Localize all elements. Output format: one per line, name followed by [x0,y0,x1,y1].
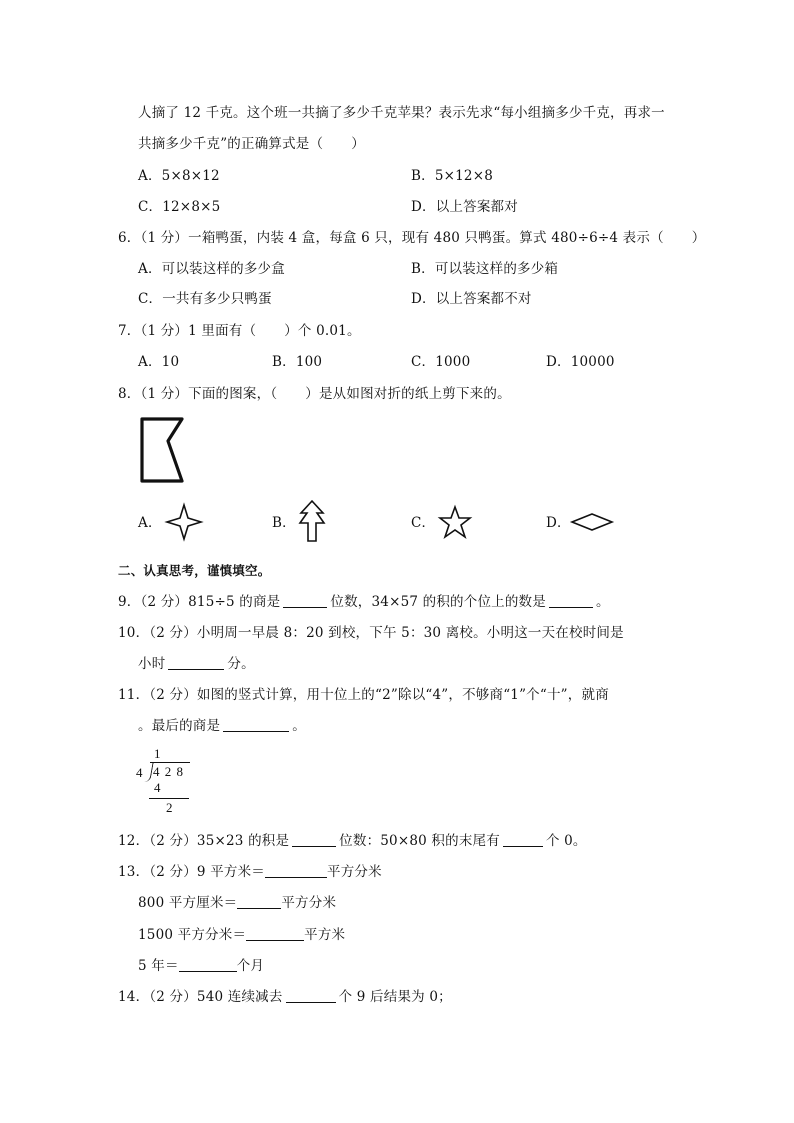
q13-text-3b: 平方米 [304,927,346,943]
q8-stem-text: 8．（1 分）下面的图案，（ [118,386,278,402]
q5-line1: 人摘了 12 千克。这个班一共摘了多少千克苹果？表示先求“每小组摘多少千克，再求一 [138,105,665,121]
q6-stem [118,229,705,247]
q9-blank-2[interactable] [549,593,593,608]
q5-line2 [138,135,365,153]
q7-option-a[interactable]: A．10 [138,354,180,370]
q13-text-1a: 13．（2 分）9 平方米＝ [118,864,265,880]
division-bar [150,762,190,763]
q7-stem-tail: ）个 0.01。 [284,323,361,339]
q12-text-b: 位数：50×80 积的末尾有 [339,833,500,849]
q9-stem [118,593,610,611]
q9-text-b: 位数，34×57 的积的个位上的数是 [330,594,546,610]
q5-option-c[interactable]: C．12×8×5 [138,199,221,215]
q12-blank-2[interactable] [503,832,543,847]
q7-stem-text: 7．（1 分）1 里面有（ [118,323,257,339]
q8-stem [118,385,511,403]
division-quotient: 1 [154,746,161,761]
folded-paper-figure [138,415,190,487]
q12-blank-1[interactable] [292,832,336,847]
q14-blank[interactable] [286,988,336,1003]
q5-line2-close: ） [351,136,365,152]
q12-text-a: 12．（2 分）35×23 的积是 [118,833,290,849]
q13-blank-3[interactable] [246,926,304,941]
q11-text-a: 。最后的商是 [138,718,221,734]
q11-blank[interactable] [223,717,289,732]
q8-option-c[interactable]: C． [411,515,436,531]
q10-blank[interactable] [168,655,224,670]
q9-text-a: 9．（2 分）815÷5 的商是 [118,594,281,610]
tree-arrow-shape[interactable] [297,499,327,543]
q8-option-a[interactable]: A． [138,515,162,531]
q6-stem-text: 6．（1 分）一箱鸭蛋，内装 4 盒，每盒 6 只，现有 480 只鸭蛋。算式 480÷6÷4 表示（ [118,230,664,246]
q6-option-a[interactable]: A．可以装这样的多少盒 [138,261,285,277]
q13-text-2b: 平方分米 [281,895,337,911]
q13-text-2a: 800 平方厘米＝ [138,895,238,911]
q9-text-c: 。 [595,594,610,610]
section-2-heading: 二、认真思考，谨慎填空。 [118,563,271,578]
q13-text-3a: 1500 平方分米＝ [138,927,247,943]
q13-blank-4[interactable] [179,957,237,972]
q7-option-d[interactable]: D．10000 [546,354,615,370]
q13-blank-2[interactable] [237,894,281,909]
q5-option-a[interactable]: A．5×8×12 [138,168,220,184]
q13-text-4b: 个月 [236,958,265,974]
q6-option-d[interactable]: D．以上答案都不对 [411,291,532,307]
q13-text-1b: 平方分米 [327,864,382,880]
q10-text-b: 分。 [227,656,255,672]
q11-line1: 11．（2 分）如图的竖式计算，用十位上的“2”除以“4”，不够商“1”个“十”，就商 [118,687,609,703]
q5-option-b[interactable]: B．5×12×8 [411,168,494,184]
five-point-star-shape[interactable] [438,505,472,539]
division-rule [149,798,189,799]
q7-option-b[interactable]: B．100 [272,354,323,370]
rhombus-shape[interactable] [570,512,614,532]
q14-stem [118,988,452,1006]
long-division-figure [134,746,198,818]
q10-text-a: 小时 [138,656,166,672]
q8-option-b[interactable]: B． [272,515,296,531]
division-remainder: 2 [166,800,173,815]
q14-text-a: 14．（2 分）540 连续减去 [118,989,283,1005]
q8-option-d[interactable]: D． [546,515,571,531]
q6-option-b[interactable]: B．可以装这样的多少箱 [411,261,559,277]
q13-line1 [118,863,382,881]
q11-text-b: 。 [292,718,306,734]
q12-stem [118,832,587,850]
q9-blank-1[interactable] [283,593,327,608]
q13-blank-1[interactable] [265,863,327,878]
q7-stem [118,322,361,340]
q11-line2 [138,717,306,735]
division-dividend: 4 2 8 [153,764,184,779]
q12-text-c: 个 0。 [545,833,587,849]
q13-line3 [138,926,345,944]
q14-text-b: 个 9 后结果为 0； [338,989,452,1005]
q5-line2-text: 共摘多少千克”的正确算式是（ [138,136,324,152]
four-point-star-shape[interactable] [165,503,203,541]
q6-option-c[interactable]: C．一共有多少只鸭蛋 [138,291,272,307]
division-subtract: 4 [154,780,161,795]
q10-line1: 10．（2 分）小明周一早晨 8：20 到校，下午 5：30 离校。小明这一天在校时间是 [118,625,624,641]
q13-line2 [138,894,336,912]
q10-line2 [138,655,255,673]
division-divisor: 4 [136,765,143,780]
q7-option-c[interactable]: C．1000 [411,354,471,370]
q6-stem-close: ） [691,230,706,246]
q5-option-d[interactable]: D．以上答案都对 [411,199,518,215]
q8-stem-tail: ）是从如图对折的纸上剪下来的。 [305,386,511,402]
q13-text-4a: 5 年＝ [138,958,179,974]
q13-line4 [138,957,264,975]
